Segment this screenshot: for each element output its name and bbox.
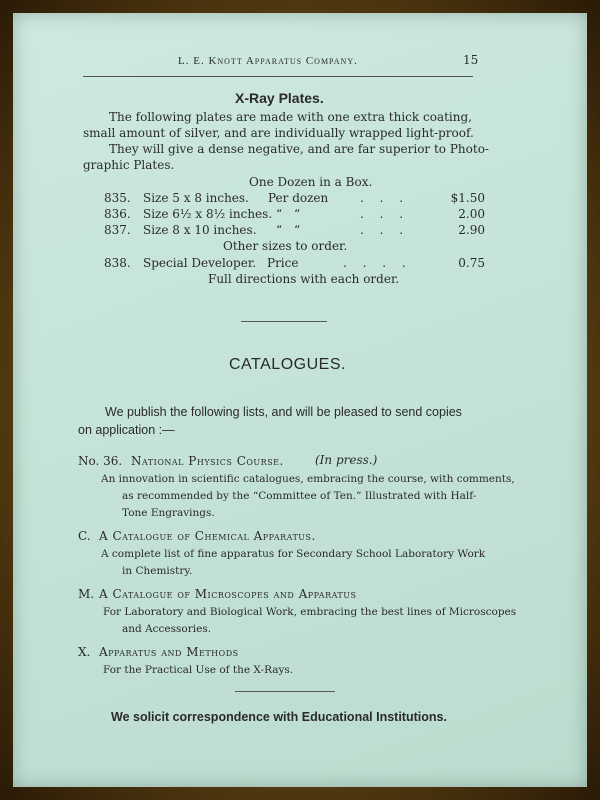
- running-title: L. E. Knott Apparatus Company.: [178, 55, 358, 67]
- entry-description-line: in Chemistry.: [122, 565, 193, 577]
- developer-dots: . . . .: [343, 256, 412, 270]
- developer-description: Special Developer.: [143, 256, 257, 270]
- entry-description-line: A complete list of fine apparatus for Secondary School Laboratory Work: [101, 548, 486, 560]
- entry-title: Apparatus and Methods: [99, 645, 239, 659]
- entry-description-line: and Accessories.: [122, 623, 212, 635]
- section-divider: [241, 321, 327, 322]
- item-number: 837.: [104, 223, 131, 237]
- item-dots: . . .: [360, 191, 410, 205]
- page-number: 15: [463, 53, 479, 67]
- entry-title: A Catalogue of Microscopes and Apparatus: [99, 587, 357, 601]
- developer-unit: Price: [267, 256, 299, 270]
- entry-title: A Catalogue of Chemical Apparatus.: [99, 529, 316, 543]
- item-unit: Per dozen: [268, 191, 329, 205]
- item-price: $1.50: [450, 191, 485, 205]
- directions-note: Full directions with each order.: [208, 272, 400, 286]
- xray-heading: X-Ray Plates.: [235, 90, 324, 106]
- developer-number: 838.: [104, 256, 131, 270]
- item-unit: “ “: [276, 207, 301, 221]
- other-sizes-note: Other sizes to order.: [223, 239, 348, 253]
- catalogue-page: [13, 13, 587, 787]
- item-dots: . . .: [360, 207, 410, 221]
- entry-code: C.: [78, 529, 91, 543]
- xray-para2-line1: They will give a dense negative, and are far superior to Photo-: [109, 142, 489, 156]
- item-description: Size 5 x 8 inches.: [143, 191, 249, 205]
- entry-code: No. 36.: [78, 454, 123, 468]
- item-price: 2.00: [458, 207, 485, 221]
- catalogues-intro-line2: on application :—: [78, 423, 175, 437]
- entry-code: X.: [78, 645, 91, 659]
- entry-description-line: Tone Engravings.: [122, 507, 215, 519]
- box-note: One Dozen in a Box.: [249, 175, 373, 189]
- developer-price: 0.75: [458, 256, 485, 270]
- entry-title: National Physics Course.: [131, 454, 284, 468]
- catalogues-heading: CATALOGUES.: [229, 356, 346, 373]
- item-price: 2.90: [458, 223, 485, 237]
- item-description: Size 6½ x 8½ inches.: [143, 207, 273, 221]
- xray-para1-line2: small amount of silver, and are individually wrapped light-proof.: [83, 126, 474, 140]
- header-rule: [83, 76, 473, 77]
- item-number: 835.: [104, 191, 131, 205]
- item-unit: “ “: [276, 223, 301, 237]
- item-description: Size 8 x 10 inches.: [143, 223, 257, 237]
- closing-statement: We solicit correspondence with Educational Institutions.: [111, 710, 447, 724]
- entry-code: M.: [78, 587, 95, 601]
- entry-description-line: as recommended by the “Committee of Ten.” Illustrated with Half-: [122, 490, 477, 502]
- catalogues-intro-line1: We publish the following lists, and will be pleased to send copies: [105, 405, 462, 419]
- closing-divider: [235, 691, 335, 692]
- xray-para2-line2: graphic Plates.: [83, 158, 175, 172]
- entry-description-line: For the Practical Use of the X-Rays.: [103, 664, 294, 676]
- entry-description-line: An innovation in scientific catalogues, embracing the course, with comments,: [101, 473, 515, 485]
- item-number: 836.: [104, 207, 131, 221]
- item-dots: . . .: [360, 223, 410, 237]
- entry-note: (In press.): [315, 453, 378, 467]
- entry-description-line: For Laboratory and Biological Work, embracing the best lines of Microscopes: [103, 606, 517, 618]
- xray-para1-line1: The following plates are made with one extra thick coating,: [109, 110, 472, 124]
